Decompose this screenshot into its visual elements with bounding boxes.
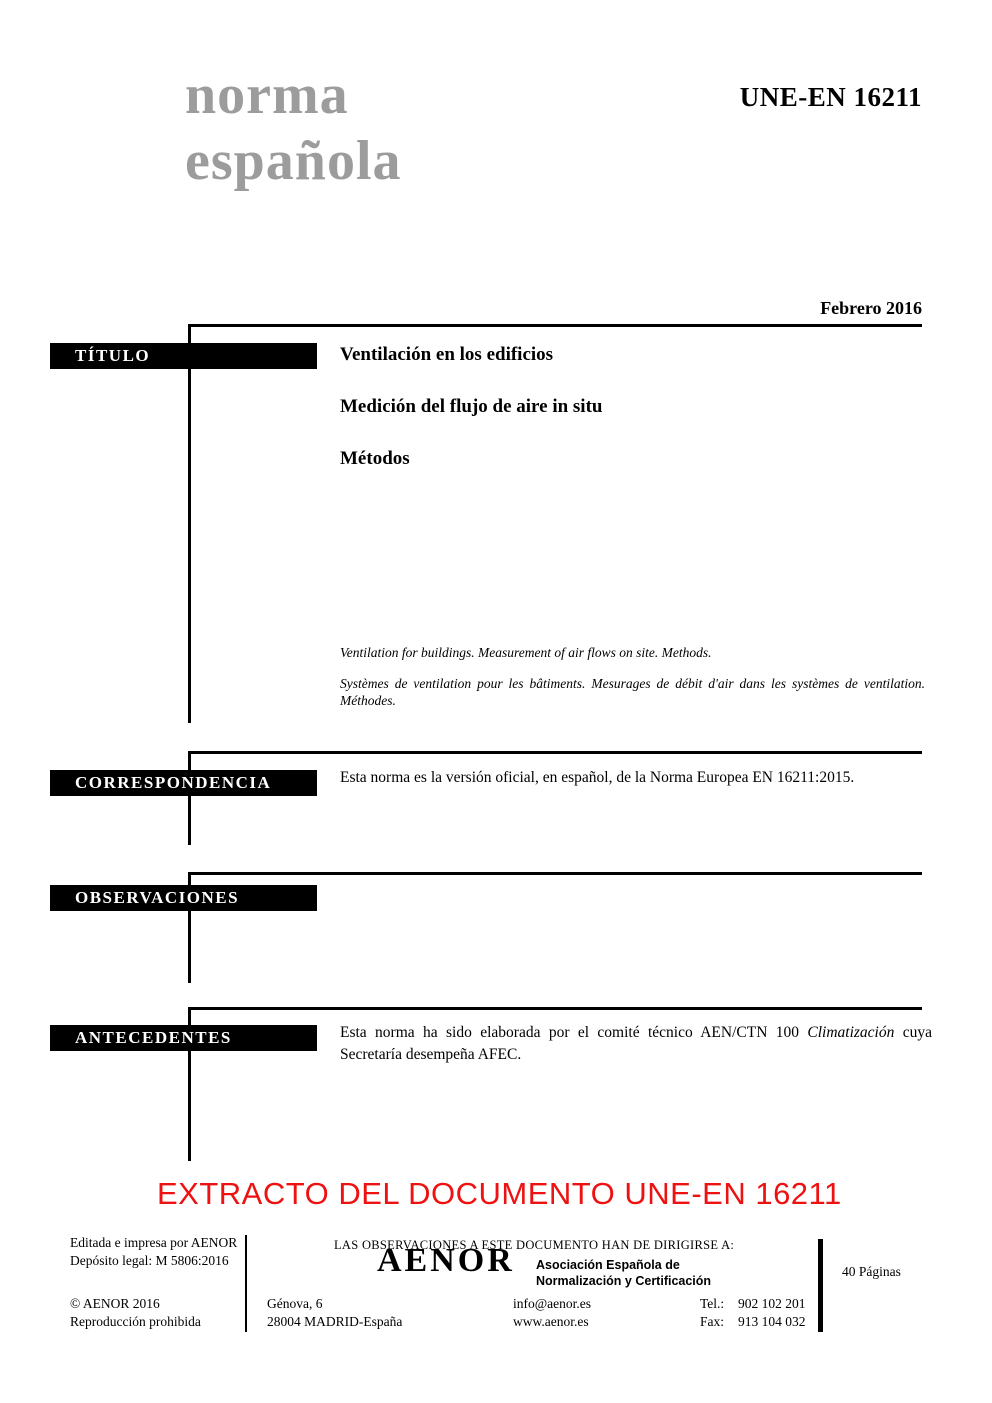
footer-copyright: © AENOR 2016 — [70, 1296, 160, 1311]
footer-telephone-row — [700, 1295, 806, 1313]
footer-thick-bar — [818, 1239, 823, 1332]
title-translation-english: Ventilation for buildings. Measurement of air flows on site. Methods. — [340, 645, 712, 660]
footer-observations-notice: LAS OBSERVACIONES A ESTE DOCUMENTO HAN DE DIRIGIRSE A: — [334, 1238, 735, 1252]
footer-address-city: 28004 MADRID-España — [267, 1314, 403, 1329]
footer-tel-label: Tel.: — [700, 1296, 725, 1311]
aenor-tagline-line2: Normalización y Certificación — [536, 1274, 712, 1288]
title-line-3: Métodos — [340, 448, 410, 469]
correspondencia-label-box — [50, 770, 317, 796]
antecedentes-label: ANTECEDENTES — [75, 1028, 232, 1047]
correspondencia-vertical-line — [188, 751, 191, 845]
footer-online-block — [513, 1295, 591, 1331]
footer-tel-value: 902 102 201 — [738, 1296, 806, 1311]
footer-copyright-block — [70, 1295, 201, 1331]
aenor-logo: AENOR — [377, 1242, 515, 1279]
observaciones-top-rule — [190, 872, 922, 875]
antecedentes-text-part2: cuya Secretaría desempeña AFEC. — [340, 1024, 933, 1063]
title-translation-french: Systèmes de ventilation pour les bâtiments. Mesurages de débit d'air dans les systèmes de ventilation. Méthodes. — [340, 676, 925, 708]
publication-date: Febrero 2016 — [820, 298, 922, 318]
observaciones-label: OBSERVACIONES — [75, 888, 240, 907]
extracto-banner: EXTRACTO DEL DOCUMENTO UNE-EN 16211 — [157, 1176, 842, 1211]
publisher-wordmark-line1: norma — [185, 64, 349, 126]
publisher-wordmark — [185, 62, 402, 194]
correspondencia-label: CORRESPONDENCIA — [75, 773, 272, 792]
antecedentes-label-box — [50, 1025, 317, 1051]
footer-email: info@aenor.es — [513, 1296, 592, 1311]
footer-page-count: 40 Páginas — [842, 1264, 901, 1279]
titulo-label: TÍTULO — [75, 346, 151, 365]
antecedentes-top-rule — [190, 1007, 922, 1010]
footer-edition-block — [70, 1234, 237, 1270]
footer-address-block — [267, 1295, 402, 1331]
footer-fax-row — [700, 1313, 806, 1331]
footer-reproduction-notice: Reproducción prohibida — [70, 1314, 201, 1329]
aenor-tagline-line1: Asociación Española de — [536, 1258, 680, 1272]
footer-deposito-legal: Depósito legal: M 5806:2016 — [70, 1253, 229, 1268]
antecedentes-text — [340, 1022, 932, 1066]
footer-address-street: Génova, 6 — [267, 1296, 323, 1311]
publisher-wordmark-line2: española — [185, 130, 402, 192]
antecedentes-text-italic: Climatización — [807, 1024, 895, 1041]
footer-website: www.aenor.es — [513, 1314, 589, 1329]
correspondencia-text: Esta norma es la versión oficial, en español, de la Norma Europea EN 16211:2015. — [340, 769, 855, 786]
footer-edited-by: Editada e impresa por AENOR — [70, 1235, 238, 1250]
footer-divider-line — [245, 1235, 247, 1332]
titulo-top-rule — [190, 324, 922, 327]
document-code: UNE-EN 16211 — [739, 82, 922, 112]
observaciones-label-box — [50, 885, 317, 911]
title-line-1: Ventilación en los edificios — [340, 344, 554, 365]
title-line-2: Medición del flujo de aire in situ — [340, 396, 603, 417]
antecedentes-text-part1: Esta norma ha sido elaborada por el comité técnico AEN/CTN 100 — [340, 1024, 808, 1041]
footer-fax-label: Fax: — [700, 1314, 725, 1329]
correspondencia-top-rule — [190, 751, 922, 754]
titulo-label-box — [50, 343, 317, 369]
titulo-vertical-line — [188, 324, 191, 723]
footer-fax-value: 913 104 032 — [738, 1314, 806, 1329]
aenor-tagline — [536, 1257, 711, 1289]
